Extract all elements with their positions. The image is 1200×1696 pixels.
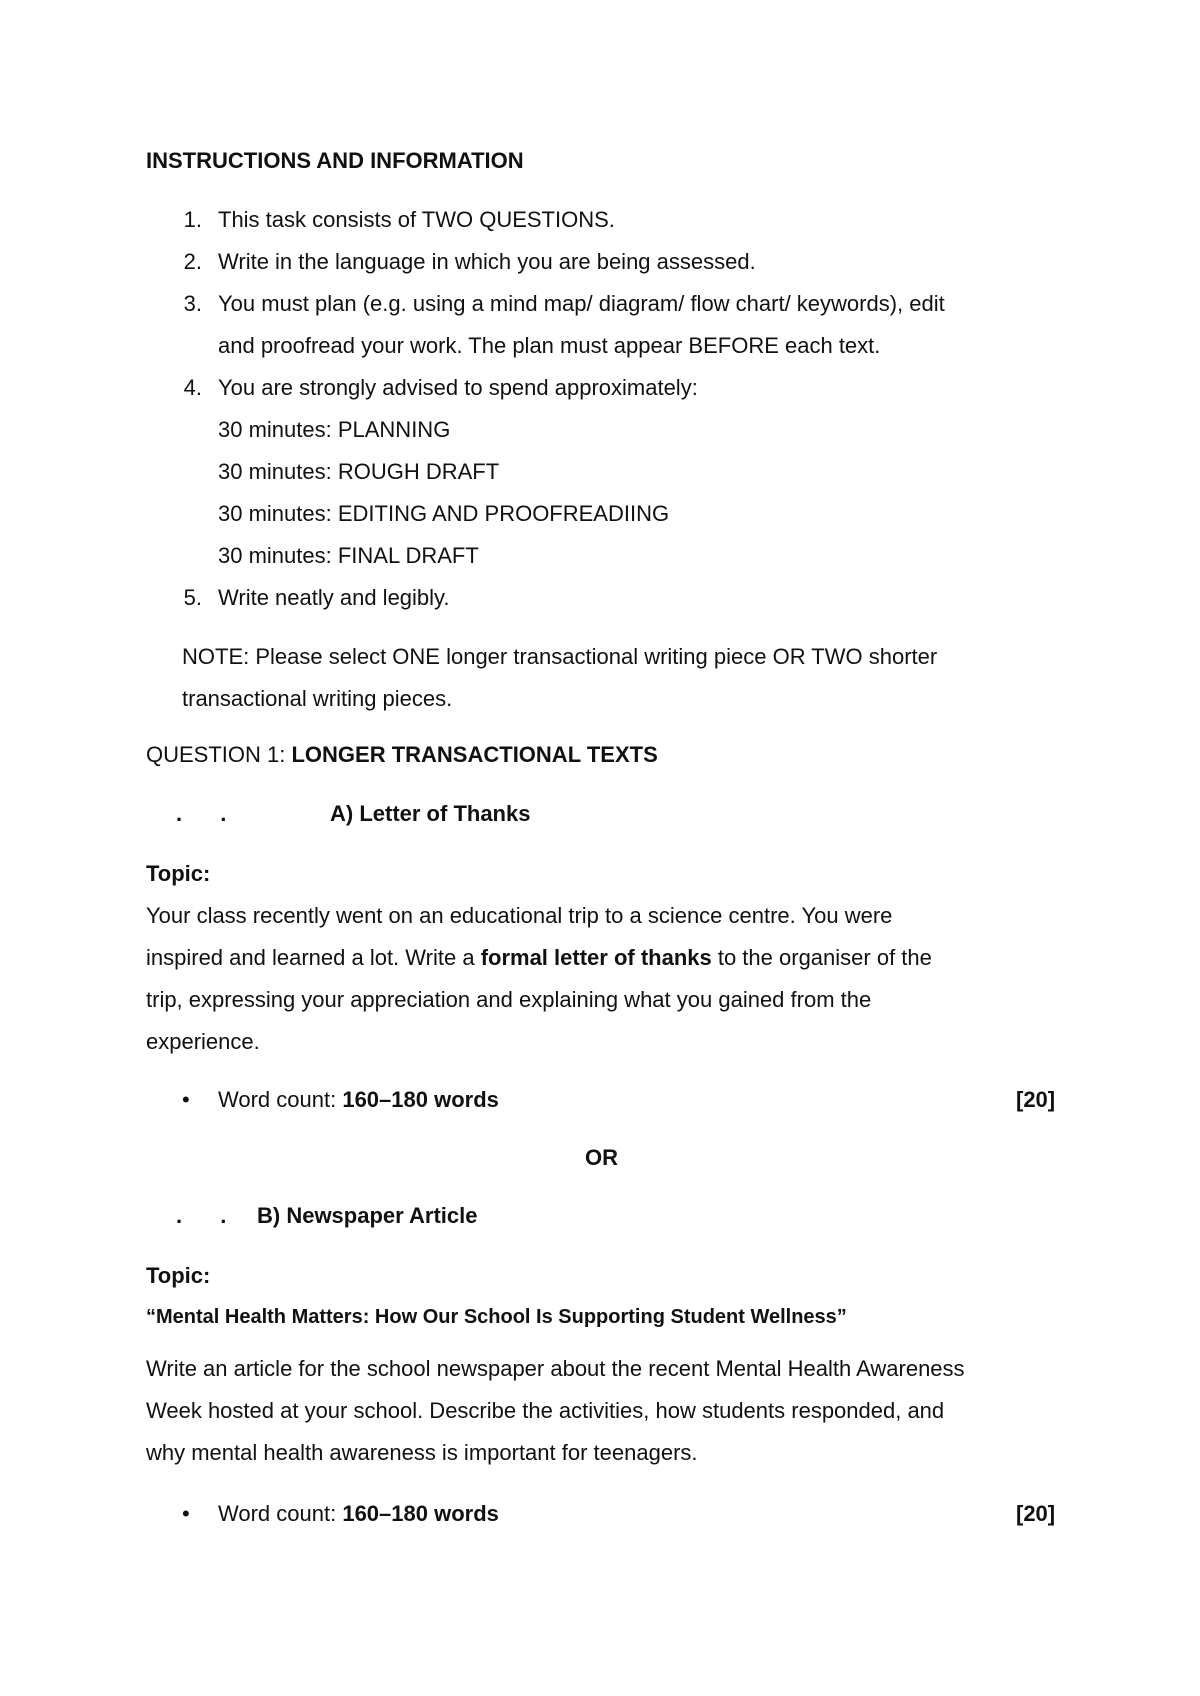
time-allocation-final-draft: 30 minutes: FINAL DRAFT — [218, 543, 479, 568]
question-1-title: LONGER TRANSACTIONAL TEXTS — [291, 742, 658, 767]
note-line-2: transactional writing pieces. — [182, 686, 453, 711]
section-b-word-count-value: 160–180 words — [342, 1501, 499, 1526]
item-1-number: 1. — [183, 207, 202, 232]
section-a-word-count-label: Word count: — [218, 1087, 343, 1112]
section-b-title: B) Newspaper Article — [257, 1203, 478, 1228]
section-b-word-count — [218, 1503, 499, 1525]
section-b-headline: “Mental Health Matters: How Our School Is Supporting Student Wellness” — [146, 1306, 847, 1328]
time-allocation-rough-draft: 30 minutes: ROUGH DRAFT — [218, 459, 500, 484]
section-b-topic-label: Topic: — [146, 1263, 211, 1288]
section-a-body-line-1: Your class recently went on an educational trip to a science centre. You were — [146, 903, 893, 928]
section-a-body-line-3: trip, expressing your appreciation and explaining what you gained from the — [146, 987, 872, 1012]
section-a-body-line-2 — [146, 947, 932, 969]
section-a-title: A) Letter of Thanks — [330, 801, 531, 826]
section-a-word-count — [218, 1089, 499, 1111]
item-2-text: Write in the language in which you are being assessed. — [218, 249, 756, 274]
item-1-text: This task consists of TWO QUESTIONS. — [218, 207, 615, 232]
section-b-body-line-3: why mental health awareness is important for teenagers. — [146, 1440, 698, 1465]
section-b-word-count-label: Word count: — [218, 1501, 343, 1526]
section-b-body-line-2: Week hosted at your school. Describe the activities, how students responded, and — [146, 1398, 945, 1423]
page-heading: INSTRUCTIONS AND INFORMATION — [146, 148, 524, 173]
section-a-dots: . . — [176, 801, 243, 826]
item-5-text: Write neatly and legibly. — [218, 585, 450, 610]
section-b-body-line-1: Write an article for the school newspaper about the recent Mental Health Awareness — [146, 1356, 965, 1381]
section-b-bullet: • — [182, 1501, 190, 1526]
item-2-number: 2. — [183, 249, 202, 274]
question-1-prefix: QUESTION 1: — [146, 742, 292, 767]
section-a-body-line-4: experience. — [146, 1029, 260, 1054]
formal-letter-emphasis: formal letter of thanks — [480, 945, 712, 970]
section-a-body-line-2-start: inspired and learned a lot. Write a — [146, 945, 481, 970]
item-3-number: 3. — [183, 291, 202, 316]
section-a-topic-label: Topic: — [146, 861, 211, 886]
time-allocation-editing: 30 minutes: EDITING AND PROOFREADIING — [218, 501, 670, 526]
section-a-body-line-2-end: to the organiser of the — [711, 945, 932, 970]
question-1-heading — [146, 744, 658, 766]
section-b-dots: . . — [176, 1203, 243, 1228]
section-a-marks: [20] — [1016, 1087, 1056, 1112]
item-4-number: 4. — [183, 375, 202, 400]
time-allocation-planning: 30 minutes: PLANNING — [218, 417, 451, 442]
note-line-1: NOTE: Please select ONE longer transactional writing piece OR TWO shorter — [182, 644, 938, 669]
item-4-text: You are strongly advised to spend approximately: — [218, 375, 698, 400]
or-separator: OR — [585, 1145, 618, 1170]
item-3-line-2: and proofread your work. The plan must appear BEFORE each text. — [218, 333, 881, 358]
item-5-number: 5. — [183, 585, 202, 610]
section-a-word-count-value: 160–180 words — [342, 1087, 499, 1112]
section-a-bullet: • — [182, 1087, 190, 1112]
section-b-marks: [20] — [1016, 1501, 1056, 1526]
item-3-line-1: You must plan (e.g. using a mind map/ diagram/ flow chart/ keywords), edit — [218, 291, 945, 316]
